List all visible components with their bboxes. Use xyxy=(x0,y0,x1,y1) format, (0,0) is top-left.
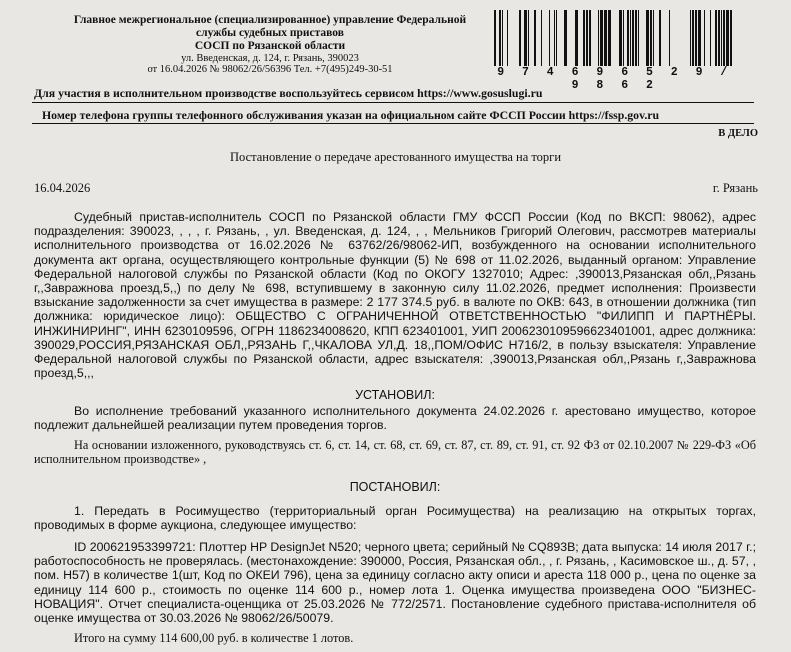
org-line-2: службы судебных приставов xyxy=(196,27,344,39)
divider xyxy=(32,102,754,103)
org-line-3: СОСП по Рязанской области xyxy=(194,40,346,52)
v-delo-mark: В ДЕЛО xyxy=(718,128,758,139)
document-city: г. Рязань xyxy=(712,181,758,195)
document-reference: от 16.04.2026 № 98062/26/56396 Тел. +7(495)249-30-51 xyxy=(147,64,393,75)
document-date: 16.04.2026 xyxy=(34,181,91,195)
issuer-header xyxy=(60,14,480,75)
org-address: ул. Введенская, д. 124, г. Рязань, 390023 xyxy=(181,53,359,64)
total-paragraph: Итого на сумму 114 600,00 руб. в количестве 1 лотов. xyxy=(74,631,354,646)
lot-paragraph: ID 200621953399721: Плоттер HP DesignJet N520; черного цвета; серийный № CQ893B; дата выпуска: 14 июля 2017 г.; работоспособность не проверялась. (местонахождение: 390000, Россия, Рязанская обл., , г. Рязань, , Касимовское ш., д. 57, , пом. Н57) в количестве 1(шт, Код по ОКЕИ 796), цена за единицу согласно акту описи и ареста 118 000 р., цена по оценке за единицу 114 600 р., стоимость по оценке 114 600 р., номер лота 1. Оценка имущества произведена ООО "БИЗНЕС-НОВАЦИЯ". Отчет специалиста-оценщика от 25.03.2026 № 772/2571. Постановление судебного пристава-исполнителя об оценке имущества от 30.03.2026 № 98062/26/50079. xyxy=(34,540,756,626)
heading-ustanovil: УСТАНОВИЛ: xyxy=(355,388,435,403)
document-title: Постановление о передаче арестованного имущества на торги xyxy=(229,150,562,164)
org-line-1: Главное межрегиональное (специализированное) управление Федеральной xyxy=(73,14,467,26)
basis-paragraph: На основании изложенного, руководствуясь ст. 6, ст. 14, ст. 68, ст. 69, ст. 87, ст. 89, ст. 91, ст. 92 ФЗ от 02.10.2007 № 229-ФЗ «Об исполнительном производстве» , xyxy=(34,438,756,467)
fssp-phone-notice: Номер телефона группы телефонного обслуживания указан на официальном сайте ФССП России https://fssp.gov.ru xyxy=(42,108,660,122)
document-body xyxy=(34,210,756,645)
divider xyxy=(32,123,754,124)
barcode-number: 9 7 4 6 9 6 5 2 9 / 9 8 6 2 xyxy=(497,66,733,92)
gosuslugi-notice: Для участия в исполнительном производстве воспользуйтесь сервисом https://www.gosuslugi.ru xyxy=(34,86,543,100)
intro-paragraph: Судебный пристав-исполнитель СОСП по Рязанской области ГМУ ФССП России (Код по ВКСП: 98062), адрес подразделения: 390023, , , , г. Рязань, , ул. Введенская, д. 124, , , Мельников Григорий Олегович, рассмотрев материалы исполнительного производства от 16.02.2026 № 63762/26/98062-ИП, возбужденного на основании исполнительного документа акт органа, осуществляющего контрольные функции (5) № 698 от 11.02.2026, выданный органом: Управление Федеральной налоговой службы по Рязанской области (Код по ОКОГУ 1327010; Адрес: ,390013,Рязанская обл,,Рязань г,,Завражнова проезд,5,,) по делу № 698, вступившему в законную силу 11.02.2026, предмет исполнения: Произвести взыскание задолженности за счет имущества в размере: 2 177 374.5 руб. в валюте по ОКВ: 643, в отношении должника (тип должника: юридическое лицо): ОБЩЕСТВО С ОГРАНИЧЕННОЙ ОТВЕТСТВЕННОСТЬЮ "ФИЛИПП И ПАРТНЁРЫ. ИНЖИНИРИНГ", ИНН 6230109596, ОГРН 1186234008620, КПП 623401001, УИП 20062301095966234010​01, адрес должника: 390029,РОССИЯ,РЯЗАНСКАЯ ОБЛ,,РЯЗАНЬ Г,,ЧКАЛОВА УЛ,Д. 18,,ПОМ/ОФИС Н716/2, в пользу взыскателя: Управление Федеральной налоговой службы по Рязанской области, адрес взыскателя: ,390013,Рязанская обл,,Рязань г,,Завражнова проезд,5,,, xyxy=(34,210,756,381)
arrest-paragraph: Во исполнение требований указанного исполнительного документа 24.02.2026 г. арестовано имущество, которое подлежит дальнейшей реализации путем проведения торгов. xyxy=(34,403,756,432)
heading-postanovil: ПОСТАНОВИЛ: xyxy=(349,480,441,495)
item-1-paragraph: 1. Передать в Росимущество (территориальный орган Росимущества) на реализацию на открытых торгах, проводимых в форме аукциона, следующее имущество: xyxy=(34,503,756,532)
